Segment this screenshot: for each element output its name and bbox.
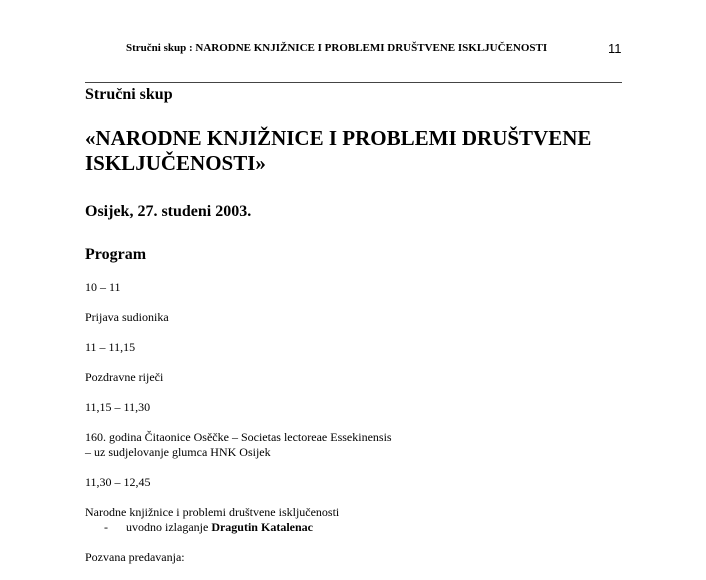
header-rule: [85, 82, 622, 83]
program-item-3: 160. godina Čitaonice Osěčke – Societas lectoreae Essekinensis: [85, 430, 392, 444]
program-time-3: 11,15 – 11,30: [85, 400, 151, 414]
event-title-line-1: «NARODNE KNJIŽNICE I PROBLEMI DRUŠTVENE: [85, 126, 592, 150]
program-time-4: 11,30 – 12,45: [85, 475, 151, 489]
place-and-date: Osijek, 27. studeni 2003.: [85, 203, 252, 220]
bullet-dash: -: [104, 520, 108, 534]
speaker-name: Dragutin Katalenac: [211, 520, 313, 534]
program-time-2: 11 – 11,15: [85, 340, 136, 354]
event-title: [85, 126, 625, 176]
bullet-text: uvodno izlaganje: [126, 520, 212, 534]
program-item-1: Prijava sudionika: [85, 310, 169, 324]
program-item-3-continuation: – uz sudjelovanje glumca HNK Osijek: [85, 445, 271, 459]
event-kicker: Stručni skup: [85, 86, 173, 103]
page-number: 11: [608, 41, 622, 56]
program-item-4-bullet: [104, 520, 313, 535]
program-heading: Program: [85, 246, 147, 263]
program-item-4: Narodne knjižnice i problemi društvene isključenosti: [85, 505, 340, 519]
event-title-line-2: ISKLJUČENOSTI»: [85, 151, 266, 175]
running-header: Stručni skup : NARODNE KNJIŽNICE I PROBLEMI DRUŠTVENE ISKLJUČENOSTI: [126, 42, 548, 54]
program-time-1: 10 – 11: [85, 280, 121, 294]
invited-talks-label: Pozvana predavanja:: [85, 550, 185, 564]
program-item-2: Pozdravne riječi: [85, 370, 164, 384]
